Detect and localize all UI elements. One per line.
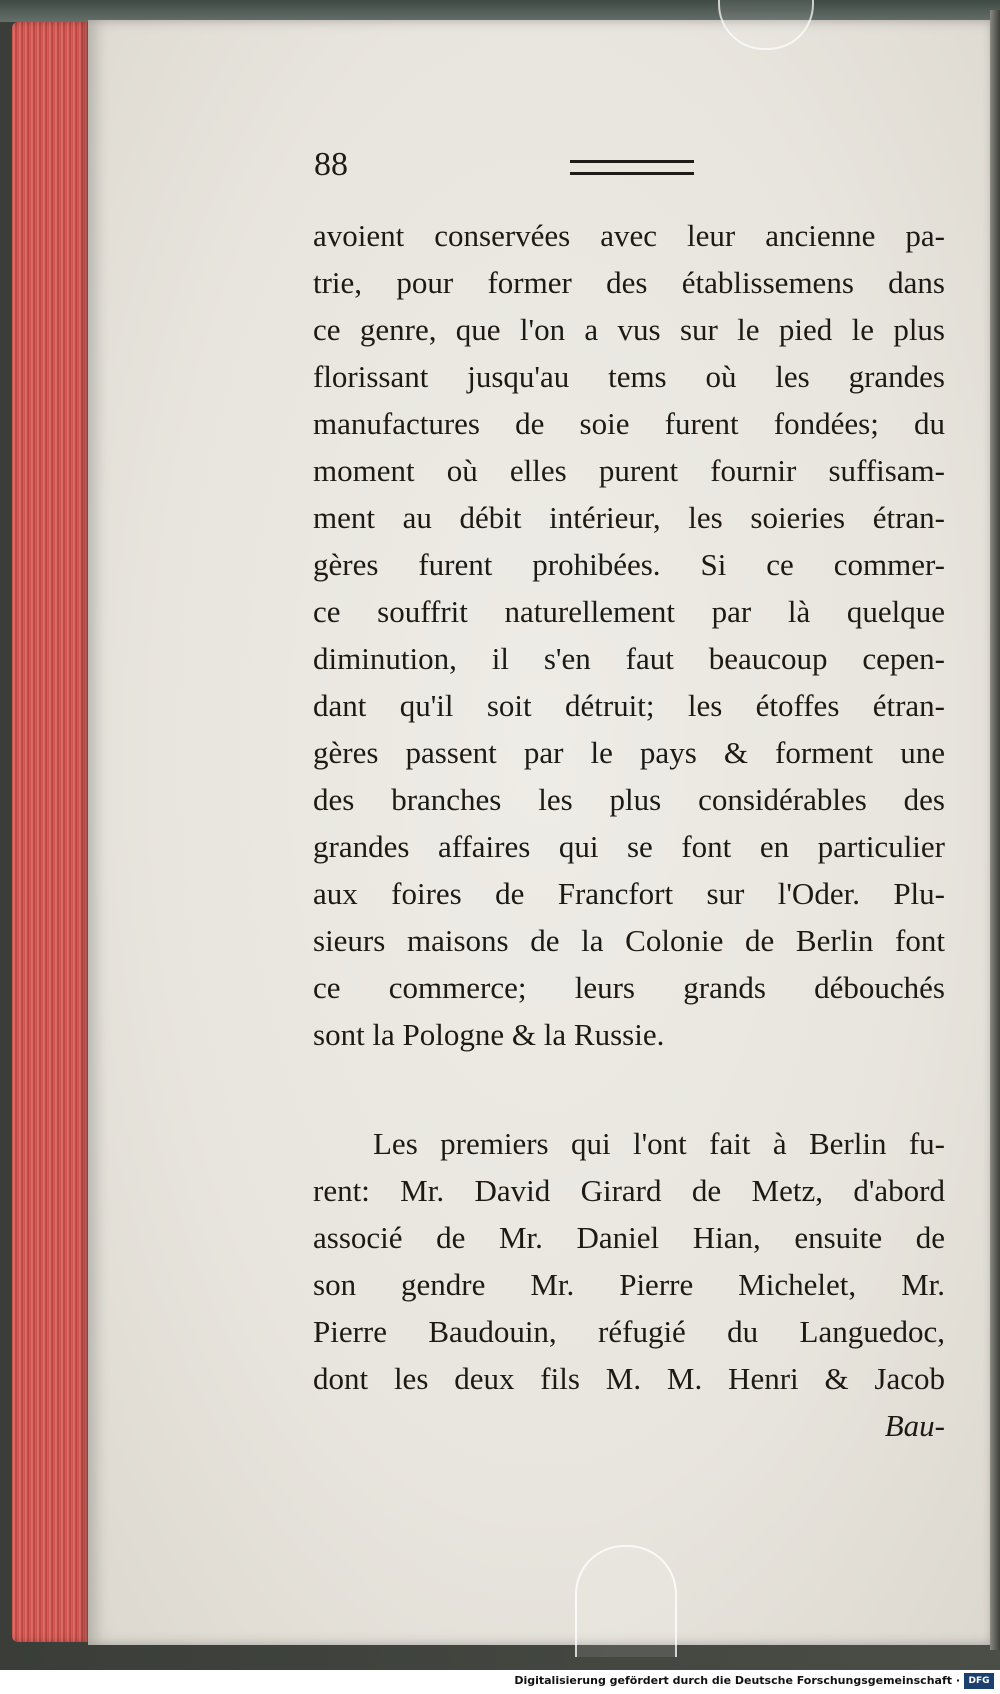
- text-line: ce commerce; leurs grands débouchés: [313, 970, 945, 1005]
- text-line: des branches les plus considérables des: [313, 782, 945, 817]
- text-line: florissant jusqu'au tems où les grandes: [313, 359, 945, 394]
- text-line: avoient conservées avec leur ancienne pa-: [313, 218, 945, 253]
- text-line: aux foires de Francfort sur l'Oder. Plu-: [313, 876, 945, 911]
- text-line: dant qu'il soit détruit; les étoffes étran-: [313, 688, 945, 723]
- page-edges: [12, 22, 90, 1642]
- text-line: dont les deux fils M. M. Henri & Jacob: [313, 1361, 945, 1396]
- page-text: [313, 212, 945, 1449]
- text-line: son gendre Mr. Pierre Michelet, Mr.: [313, 1267, 945, 1302]
- footer-bar: [0, 1670, 1000, 1694]
- text-line: gères furent prohibées. Si ce commer-: [313, 547, 945, 582]
- text-line: moment où elles purent fournir suffisam-: [313, 453, 945, 488]
- book-cover-top: [0, 0, 1000, 22]
- page-header: [314, 146, 954, 186]
- page-clip-bottom: [575, 1545, 677, 1657]
- dfg-logo: DFG: [964, 1673, 994, 1689]
- text-line: rent: Mr. David Girard de Metz, d'abord: [313, 1173, 945, 1208]
- text-line: gères passent par le pays & forment une: [313, 735, 945, 770]
- catchword: Bau-: [884, 1408, 945, 1443]
- book-right-edge: [990, 10, 1000, 1650]
- header-rule: [570, 160, 694, 175]
- text-line: associé de Mr. Daniel Hian, ensuite de: [313, 1220, 945, 1255]
- text-line: sieurs maisons de la Colonie de Berlin font: [313, 923, 945, 958]
- text-line: ce genre, que l'on a vus sur le pied le plus: [313, 312, 945, 347]
- text-line: Pierre Baudouin, réfugié du Languedoc,: [313, 1314, 945, 1349]
- footer-credit: Digitalisierung gefördert durch die Deutsche Forschungsgemeinschaft ·: [514, 1674, 960, 1687]
- page-number: 88: [314, 146, 348, 183]
- text-line: trie, pour former des établissemens dans: [313, 265, 945, 300]
- paragraph-gap: [313, 1058, 945, 1120]
- text-line: ment au débit intérieur, les soieries étran-: [313, 500, 945, 535]
- text-line: grandes affaires qui se font en particulier: [313, 829, 945, 864]
- text-line: sont la Pologne & la Russie.: [313, 1017, 665, 1052]
- text-line: ce souffrit naturellement par là quelque: [313, 594, 945, 629]
- text-line: diminution, il s'en faut beaucoup cepen-: [313, 641, 945, 676]
- text-line: manufactures de soie furent fondées; du: [313, 406, 945, 441]
- text-line: Les premiers qui l'ont fait à Berlin fu-: [373, 1126, 945, 1161]
